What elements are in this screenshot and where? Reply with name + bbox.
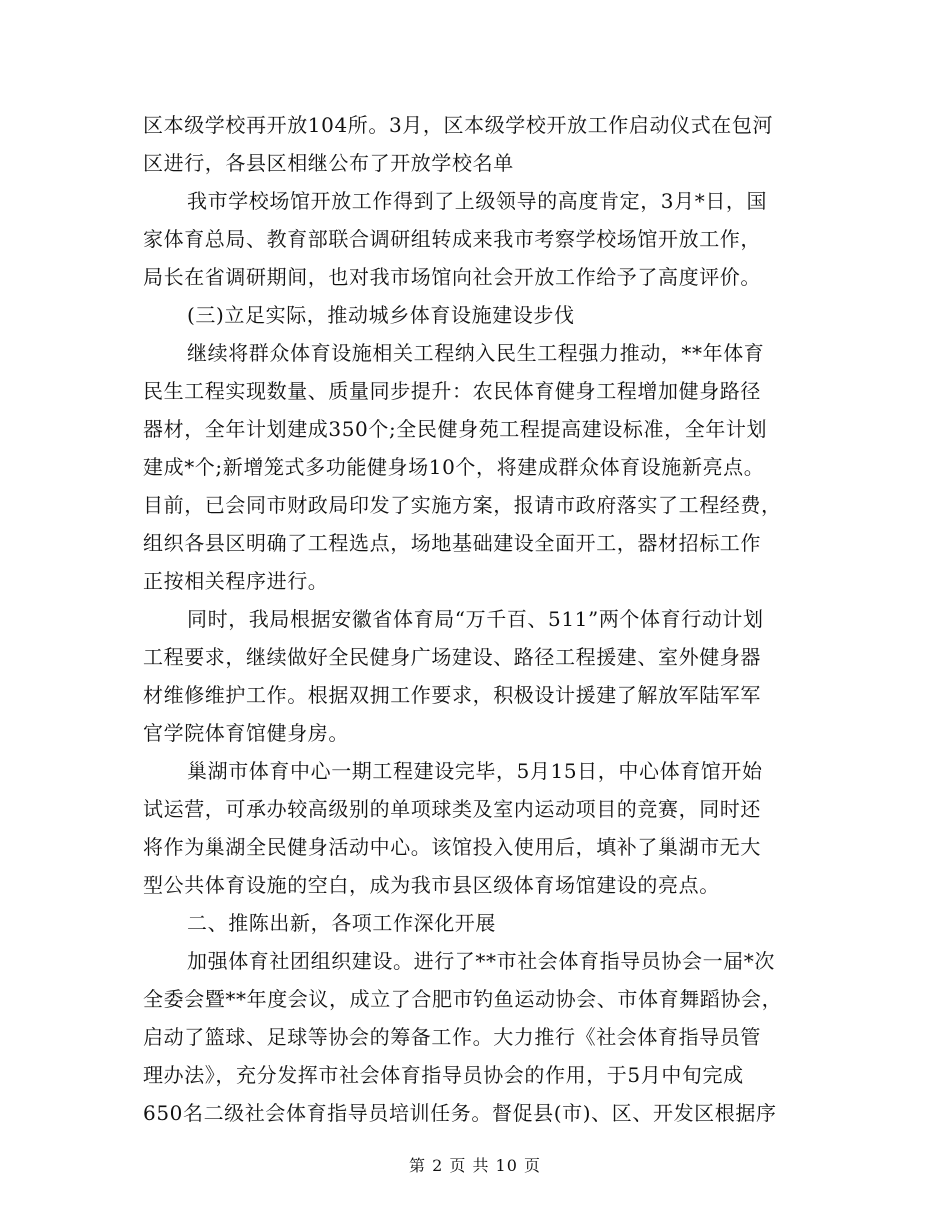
- text-line: 试运营，可承办较高级别的单项球类及室内运动项目的竞赛，同时还: [143, 797, 761, 821]
- text-line: 650名二级社会体育指导员培训任务。督促县(市)、区、开发区根据序: [143, 1101, 777, 1125]
- text-line: 家体育总局、教育部联合调研组转成来我市考察学校场馆开放工作，: [143, 227, 761, 251]
- text-line: (三)立足实际，推动城乡体育设施建设步伐: [187, 303, 575, 327]
- text-line: 加强体育社团组织建设。进行了**市社会体育指导员协会一届*次: [187, 949, 775, 973]
- text-line: 二、推陈出新，各项工作深化开展: [187, 911, 496, 935]
- text-line: 建成*个;新增笼式多功能健身场10个，将建成群众体育设施新亮点。: [143, 455, 765, 479]
- text-line: 组织各县区明确了工程选点，场地基础建设全面开工，器材招标工作: [143, 531, 761, 555]
- text-line: 正按相关程序进行。: [143, 569, 329, 593]
- text-line: 全委会暨**年度会议，成立了合肥市钓鱼运动协会、市体育舞蹈协会，: [143, 987, 783, 1011]
- text-line: 民生工程实现数量、质量同步提升：农民体育健身工程增加健身路径: [143, 379, 761, 403]
- text-line: 理办法》，充分发挥市社会体育指导员协会的作用，于5月中旬完成: [143, 1063, 744, 1087]
- text-line: 将作为巢湖全民健身活动中心。该馆投入使用后，填补了巢湖市无大: [143, 835, 761, 859]
- text-line: 局长在省调研期间，也对我市场馆向社会开放工作给予了高度评价。: [143, 265, 761, 289]
- text-line: 我市学校场馆开放工作得到了上级领导的高度肯定，3月*日，国: [187, 189, 768, 213]
- text-line: 区本级学校再开放104所。3月，区本级学校开放工作启动仪式在包河: [143, 113, 774, 137]
- text-line: 工程要求，继续做好全民健身广场建设、路径工程援建、室外健身器: [143, 645, 761, 669]
- text-line: 目前，已会同市财政局印发了实施方案，报请市政府落实了工程经费，: [143, 493, 782, 517]
- page-footer: 第 2 页 共 10 页: [409, 1156, 541, 1175]
- text-line: 巢湖市体育中心一期工程建设完毕，5月15日，中心体育馆开始: [187, 759, 763, 783]
- text-line: 器材，全年计划建成350个;全民健身苑工程提高建设标准，全年计划: [143, 417, 768, 441]
- text-line: 官学院体育馆健身房。: [143, 721, 349, 745]
- document-body: [143, 106, 815, 1132]
- text-line: 型公共体育设施的空白，成为我市县区级体育场馆建设的亮点。: [143, 873, 720, 897]
- text-line: 继续将群众体育设施相关工程纳入民生工程强力推动，**年体育: [187, 341, 765, 365]
- text-line: 启动了篮球、足球等协会的筹备工作。大力推行《社会体育指导员管: [143, 1025, 761, 1049]
- text-line: 材维修维护工作。根据双拥工作要求，积极设计援建了解放军陆军军: [143, 683, 761, 707]
- text-line: 同时，我局根据安徽省体育局“万千百、511”两个体育行动计划: [187, 607, 764, 631]
- text-line: 区进行，各县区相继公布了开放学校名单: [143, 151, 514, 175]
